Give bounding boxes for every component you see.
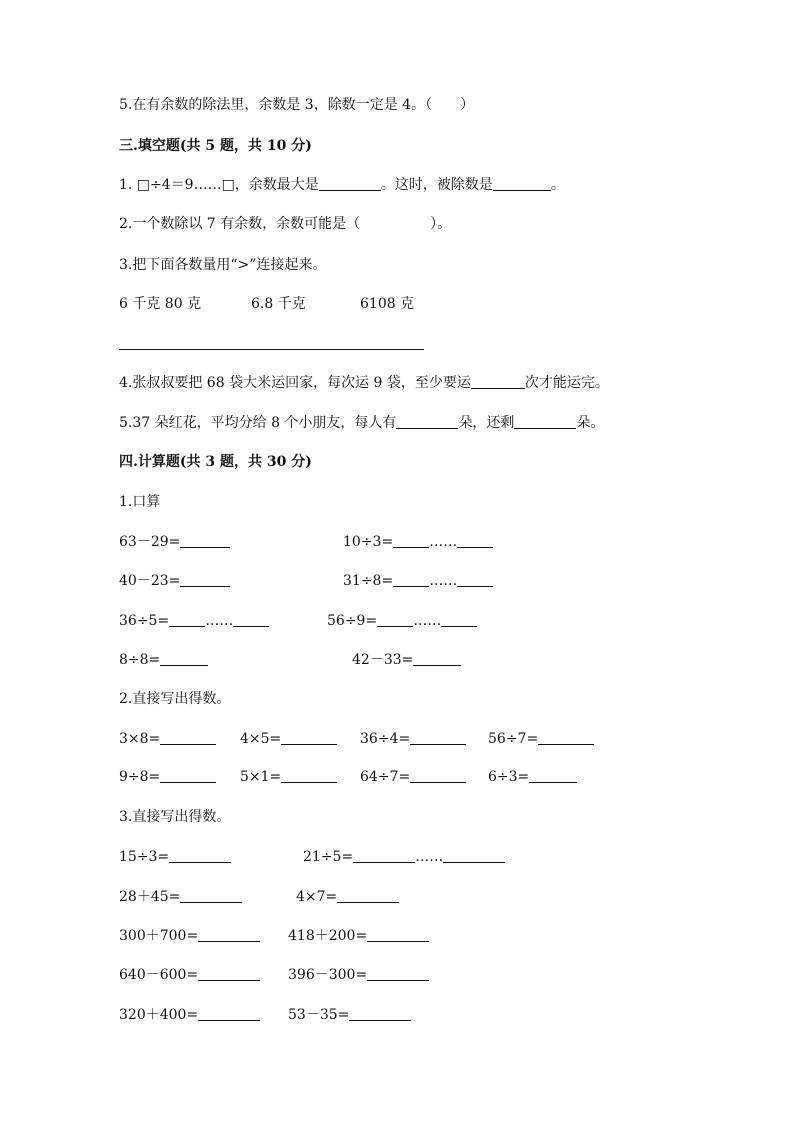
calc-s3-item (119, 1006, 260, 1024)
calc-s3-expr: 320＋400= (119, 1007, 199, 1023)
calc-s3-expr: 418＋200= (288, 928, 368, 944)
calc-s1-expr: 63－29= (119, 534, 181, 550)
calc-s3-expr: 640－600= (119, 967, 199, 983)
calc-s3-item (288, 966, 429, 984)
answer-blank[interactable] (281, 768, 337, 783)
calc-s2-item (488, 768, 577, 786)
fill-q4-blank[interactable] (471, 374, 525, 389)
answer-blank[interactable] (160, 730, 216, 745)
remainder-blank[interactable] (457, 572, 493, 587)
calc-s1-expr: 42－33= (352, 652, 414, 668)
fill-q1-text-c: 。 (550, 177, 565, 193)
calc-s3-expr: 4×7= (296, 889, 338, 905)
calc-s2-title: 2.直接写出得数。 (119, 691, 231, 707)
fill-question-3: 3.把下面各数量用“>”连接起来。 (119, 257, 327, 273)
fill-q5-blank-left[interactable] (514, 414, 576, 429)
calc-s2-item (360, 730, 466, 748)
remainder-blank[interactable] (443, 848, 505, 863)
calc-s2-item (240, 768, 337, 786)
answer-blank[interactable] (198, 1006, 260, 1021)
calc-s3-expr: 28＋45= (119, 889, 181, 905)
answer-blank[interactable] (160, 768, 216, 783)
fill-q1-blank-dividend[interactable] (493, 176, 551, 191)
calc-s2-expr: 4×5= (240, 731, 282, 747)
calc-s2-expr: 6÷3= (488, 769, 530, 785)
answer-blank[interactable] (281, 730, 337, 745)
calc-s2-expr: 56÷7= (488, 731, 539, 747)
answer-blank[interactable] (180, 572, 230, 587)
answer-blank[interactable] (198, 966, 260, 981)
calc-s1-expr: 10÷3= (343, 534, 394, 550)
remainder-blank[interactable] (457, 533, 493, 548)
calc-s3-item (119, 966, 260, 984)
calc-s1-expr: 36÷5= (119, 613, 170, 629)
fill-q1-text-a: 1. □÷4＝9……□，余数最大是 (119, 177, 319, 193)
remainder-blank[interactable] (441, 612, 477, 627)
quotient-blank[interactable] (393, 533, 429, 548)
answer-blank[interactable] (198, 927, 260, 942)
answer-blank[interactable] (337, 888, 399, 903)
answer-blank[interactable] (413, 651, 461, 666)
calc-s3-expr: 21÷5= (303, 849, 354, 865)
fill-q4-text-a: 4.张叔叔要把 68 袋大米运回家，每次运 9 袋，至少要运 (119, 375, 471, 391)
answer-blank[interactable] (367, 966, 429, 981)
calc-s3-item (119, 848, 231, 866)
fill-q5-blank-each[interactable] (396, 414, 458, 429)
calc-s3-item (119, 927, 260, 945)
answer-blank[interactable] (538, 730, 594, 745)
dots: …… (429, 534, 458, 550)
dots: …… (205, 613, 234, 629)
fill-question-4 (119, 374, 609, 392)
calc-s3-item (119, 888, 242, 906)
answer-blank[interactable] (169, 848, 231, 863)
calc-s1-item (343, 533, 493, 551)
quotient-blank[interactable] (353, 848, 415, 863)
calc-s1-item (327, 612, 477, 630)
calc-s1-item (352, 651, 461, 669)
calc-s3-expr: 53－35= (288, 1007, 350, 1023)
fill-question-1 (119, 176, 565, 194)
calc-s2-item (119, 768, 216, 786)
fill-q3-item-1: 6 千克 80 克 (119, 296, 202, 312)
answer-blank[interactable] (410, 768, 466, 783)
quotient-blank[interactable] (169, 612, 205, 627)
calc-s2-expr: 36÷4= (360, 731, 411, 747)
calc-s2-expr: 64÷7= (360, 769, 411, 785)
calc-s3-item (303, 848, 505, 866)
dots: …… (429, 573, 458, 589)
calc-s2-item (488, 730, 594, 748)
calc-s1-expr: 8÷8= (119, 652, 161, 668)
calc-s1-title: 1.口算 (119, 494, 161, 510)
calc-s2-item (119, 730, 216, 748)
fill-q5-text-c: 朵。 (576, 415, 605, 431)
fill-q5-text-a: 5.37 朵红花，平均分给 8 个小朋友，每人有 (119, 415, 397, 431)
fill-q3-item-3: 6108 克 (360, 296, 415, 312)
calc-section-heading: 四.计算题(共 3 题，共 30 分) (119, 454, 312, 470)
calc-s2-item (360, 768, 466, 786)
answer-blank[interactable] (529, 768, 577, 783)
calc-s1-expr: 56÷9= (327, 613, 378, 629)
calc-s3-item (288, 927, 429, 945)
fill-q3-answer-line[interactable] (119, 349, 424, 350)
fill-q3-item-2: 6.8 千克 (251, 296, 306, 312)
calc-s3-title: 3.直接写出得数。 (119, 809, 231, 825)
calc-s2-item (240, 730, 337, 748)
dots: …… (413, 613, 442, 629)
calc-s1-item (119, 572, 230, 590)
calc-s1-expr: 31÷8= (343, 573, 394, 589)
judge-question-5: 5.在有余数的除法里，余数是 3，除数一定是 4。（ ） (119, 97, 475, 113)
fill-q1-text-b: 。这时，被除数是 (380, 177, 493, 193)
calc-s1-item (119, 651, 208, 669)
calc-s3-expr: 300＋700= (119, 928, 199, 944)
calc-s1-item (343, 572, 493, 590)
calc-s2-expr: 5×1= (240, 769, 282, 785)
answer-blank[interactable] (180, 533, 230, 548)
fill-section-heading: 三.填空题(共 5 题，共 10 分) (119, 138, 312, 154)
calc-s1-item (119, 612, 269, 630)
calc-s3-expr: 15÷3= (119, 849, 170, 865)
calc-s2-expr: 9÷8= (119, 769, 161, 785)
remainder-blank[interactable] (233, 612, 269, 627)
dots: …… (415, 849, 444, 865)
answer-blank[interactable] (160, 651, 208, 666)
fill-question-2: 2.一个数除以 7 有余数，余数可能是（ ）。 (119, 216, 452, 232)
calc-s2-expr: 3×8= (119, 731, 161, 747)
calc-s3-expr: 396－300= (288, 967, 368, 983)
answer-blank[interactable] (349, 1006, 411, 1021)
fill-q4-text-b: 次才能运完。 (524, 375, 609, 391)
quotient-blank[interactable] (393, 572, 429, 587)
fill-q5-text-b: 朵，还剩 (458, 415, 515, 431)
calc-s1-item (119, 533, 230, 551)
calc-s3-item (288, 1006, 411, 1024)
calc-s3-item (296, 888, 399, 906)
fill-question-5 (119, 414, 604, 432)
answer-blank[interactable] (367, 927, 429, 942)
quotient-blank[interactable] (377, 612, 413, 627)
calc-s1-expr: 40－23= (119, 573, 181, 589)
fill-q1-blank-remainder[interactable] (319, 176, 381, 191)
answer-blank[interactable] (180, 888, 242, 903)
answer-blank[interactable] (410, 730, 466, 745)
